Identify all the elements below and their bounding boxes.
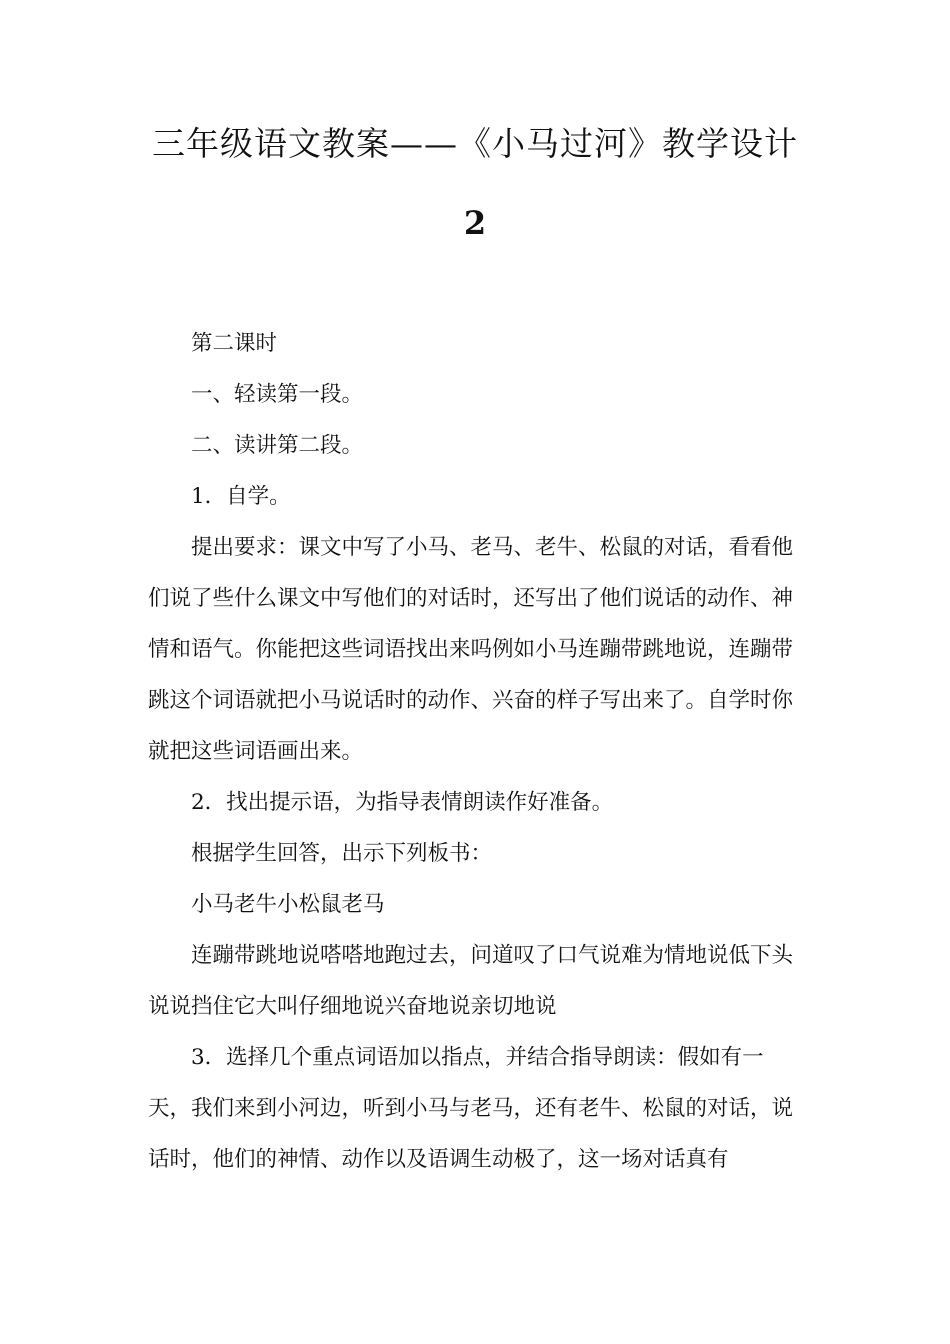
paragraph-board-intro: 根据学生回答，出示下列板书： <box>191 841 493 866</box>
paragraph-lesson-heading: 第二课时 <box>191 331 278 356</box>
paragraph-step-1: 一、轻读第一段。 <box>191 382 364 407</box>
paragraph-requirements: 提出要求：课文中写了小马、老马、老牛、松鼠的对话，看看他们说了些什么课文中写他们的对话时，还写出了他们说话的动作、神情和语气。你能把这些词语找出来吗例如小马连蹦带跳地说，连蹦带跳这个词语就把小马说话时的动作、兴奋的样子写出来了。自学时你就把这些词语画出来。 <box>148 535 794 764</box>
paragraph-board-characters: 小马老牛小松鼠老马 <box>191 892 385 917</box>
paragraph-self-study: 1．自学。 <box>191 484 291 509</box>
paragraph-step-2: 二、读讲第二段。 <box>191 433 364 458</box>
paragraph-guided-reading: 3．选择几个重点词语加以指点，并结合指导朗读：假如有一天，我们来到小河边，听到小马与老马，还有老牛、松鼠的对话，说话时，他们的神情、动作以及语调生动极了，这一场对话真有 <box>148 1045 794 1172</box>
document-body <box>148 318 798 1185</box>
paragraph-find-hints: 2．找出提示语，为指导表情朗读作好准备。 <box>191 790 614 815</box>
document-title: 三年级语文教案——《小马过河》教学设计 <box>152 124 798 163</box>
document-title-number: 2 <box>463 204 487 242</box>
paragraph-board-phrases: 连蹦带跳地说嗒嗒地跑过去，问道叹了口气说难为情地说低下头说说挡住它大叫仔细地说兴奋地说亲切地说 <box>148 943 794 1019</box>
